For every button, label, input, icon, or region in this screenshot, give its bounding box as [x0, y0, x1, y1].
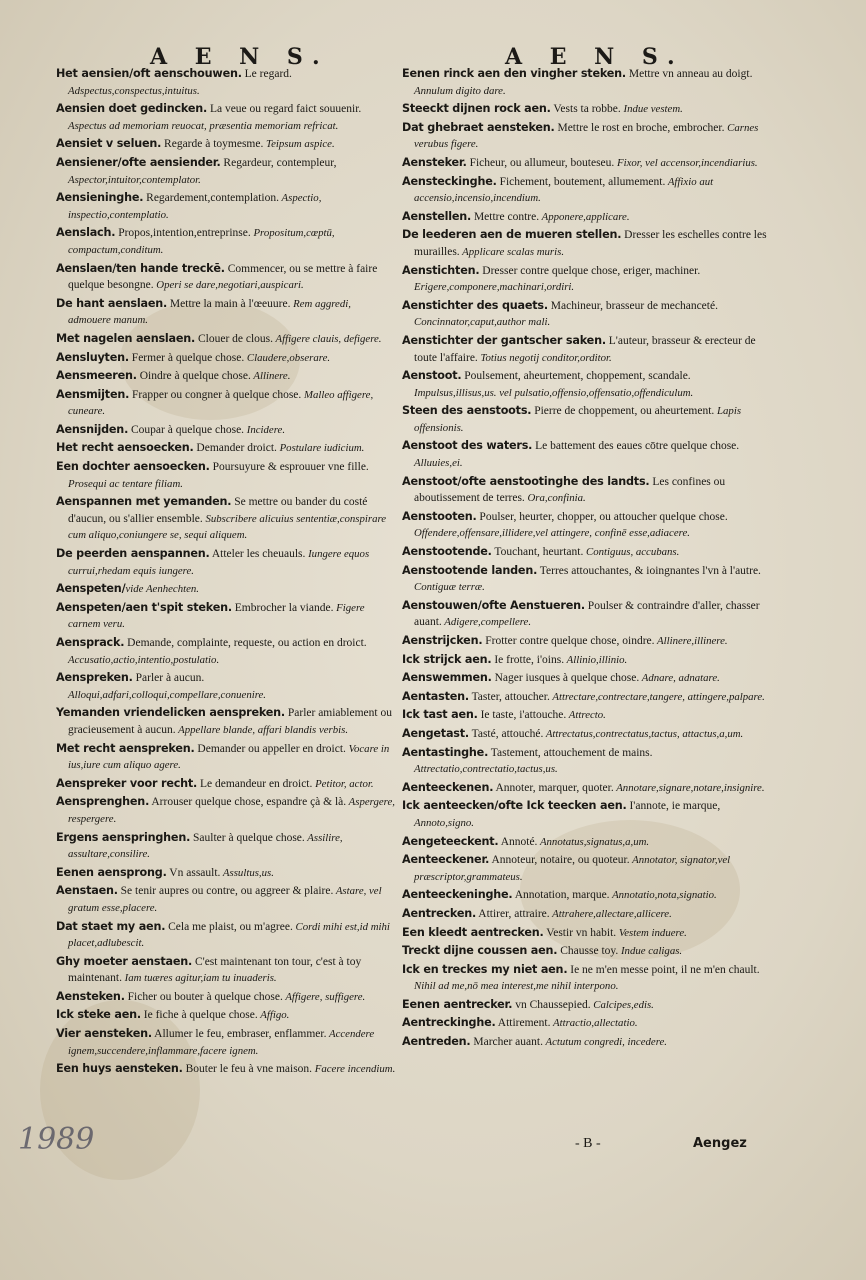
entry-latin-equivalent: Claudere,obserare. [244, 351, 331, 364]
entry-headword: Ick en treckes my niet aen. [402, 962, 568, 976]
dictionary-entry [402, 906, 772, 923]
entry-french-definition: Demander droict. [193, 442, 277, 455]
entry-headword: Aenstoot. [402, 369, 462, 383]
entry-headword: De leederen aen de mueren stellen. [402, 228, 622, 242]
entry-headword: Een kleedt aentrecken. [402, 925, 544, 939]
entry-headword: Ick tast aen. [402, 708, 478, 722]
entry-latin-equivalent: Calcipes,edis. [590, 998, 654, 1011]
entry-french-definition: Taster, attoucher. [468, 690, 550, 703]
entry-latin-equivalent: Appellare blande, affari blandis verbis. [175, 723, 349, 736]
entry-french-definition: Tasté, attouché. [468, 727, 544, 740]
dictionary-entry [402, 474, 772, 507]
entry-headword: De hant aenslaen. [56, 296, 168, 310]
dictionary-entry [402, 834, 772, 851]
entry-headword: Aenstellen. [402, 209, 472, 223]
dictionary-entry [56, 1026, 396, 1059]
entry-headword: Aensnijden. [56, 422, 129, 436]
entry-headword: Dat ghebraet aensteken. [402, 120, 555, 134]
entry-headword: Aenstouwen/ofte Aenstueren. [402, 598, 585, 612]
entry-french-definition: Vests ta robbe. [550, 103, 621, 116]
entry-headword: Een huys aensteken. [56, 1062, 183, 1076]
dictionary-entry [402, 707, 772, 724]
entry-latin-equivalent: Annotatus,signatus,a,um. [537, 835, 650, 848]
dictionary-entry [402, 209, 772, 226]
dictionary-entry [56, 66, 396, 99]
entry-headword: Aenstooten. [402, 509, 477, 523]
entry-french-definition: Dresser contre quelque chose, eriger, machiner. [479, 264, 701, 277]
dictionary-entry [56, 919, 396, 952]
entry-french-definition: Ie taste, i'attouche. [477, 709, 567, 722]
entry-french-definition: vn Chaussepied. [512, 998, 591, 1011]
entry-headword: Aentasten. [402, 689, 469, 703]
entry-french-definition: Fermer à quelque chose. [128, 351, 245, 364]
entry-headword: Aentrecken. [402, 906, 477, 920]
entry-french-definition: Ie fiche à quelque chose. [140, 1009, 258, 1022]
entry-french-definition: Dresser les eschelles contre les murailles. [414, 229, 767, 258]
entry-headword: Aenstoot des waters. [402, 439, 533, 453]
dictionary-entry [56, 865, 396, 882]
entry-headword: Aensieninghe. [56, 191, 144, 205]
entry-latin-equivalent: Vocare in ius,iure cum aliquo agere. [68, 742, 390, 772]
entry-headword: Aenstrijcken. [402, 634, 483, 647]
dictionary-entry [56, 741, 396, 774]
entry-headword: Steen des aenstoots. [402, 404, 532, 418]
entry-headword: Aensprenghen. [56, 795, 150, 809]
dictionary-entry [56, 368, 396, 385]
entry-headword: Aentastinghe. [402, 745, 489, 759]
dictionary-entry [56, 670, 396, 703]
dictionary-entry [402, 943, 772, 960]
entry-latin-equivalent: Accusatio,actio,intentio,postulatio. [68, 653, 220, 666]
dictionary-entry [56, 101, 396, 134]
entry-latin-equivalent: Facere incendium. [312, 1063, 396, 1076]
entry-french-definition: Vestir vn habit. [543, 926, 617, 939]
entry-headword: Aenspeten/ [56, 582, 126, 596]
entry-french-definition: Chausse toy. [557, 945, 619, 958]
dictionary-entry [56, 261, 396, 294]
dictionary-entry [56, 546, 396, 579]
entry-french-definition: Attirement. [495, 1017, 551, 1030]
entry-latin-equivalent: Astare, vel gratum esse,placere. [68, 885, 382, 914]
entry-french-definition: Les confines ou aboutissement de terres. [414, 475, 726, 505]
dictionary-entry [56, 581, 396, 598]
dictionary-entry [56, 830, 396, 863]
entry-french-definition: Machineur, brasseur de mechanceté. [547, 299, 718, 312]
entry-latin-equivalent: Erigere,componere,machinari,ordiri. [414, 281, 575, 294]
dictionary-entry [402, 1034, 772, 1051]
entry-latin-equivalent: Offendere,offensare,illidere,vel attingere, confinē esse,adiacere. [414, 527, 690, 540]
entry-latin-equivalent: Impulsus,illisus,us. vel pulsatio,offensio,offensatio,offendiculum. [414, 386, 694, 399]
entry-headword: Het aensien/oft aenschouwen. [56, 67, 242, 80]
entry-latin-equivalent: Indue caligas. [618, 945, 683, 958]
dictionary-entry [402, 509, 772, 542]
entry-latin-equivalent: Allinere,illinere. [654, 635, 728, 647]
entry-latin-equivalent: Allinere. [250, 370, 291, 383]
entry-french-definition: Frapper ou congner à quelque chose. [129, 388, 302, 401]
entry-french-definition: Tastement, attouchement de mains. [488, 746, 653, 759]
entry-french-definition: Coupar à quelque chose. [128, 423, 245, 436]
entry-headword: De peerden aenspannen. [56, 547, 210, 561]
entry-headword: Met nagelen aenslaen. [56, 331, 196, 345]
entry-headword: Aensprack. [56, 636, 125, 649]
entry-french-definition: Parler amiablement ou gracieusement à aucun. [68, 707, 392, 736]
entry-latin-equivalent: Rem aggredi, admouere manum. [68, 297, 351, 327]
entry-latin-equivalent: Assilire, assultare,consilire. [68, 831, 343, 861]
dictionary-entry [56, 459, 396, 492]
entry-latin-equivalent: Indue vestem. [620, 103, 683, 116]
entry-latin-equivalent: Cordi mihi est,id mihi placet,adlubescit. [68, 920, 390, 950]
entry-french-definition: Marcher auant. [470, 1036, 543, 1049]
entry-latin-equivalent: Attrahere,allectare,allicere. [549, 907, 672, 920]
entry-headword: Aensluyten. [56, 350, 129, 364]
entry-latin-equivalent: Applicare scalas muris. [459, 245, 565, 258]
signature-mark: - B - [575, 1136, 601, 1151]
entry-latin-equivalent: Postulare iudicium. [276, 442, 365, 455]
entry-french-definition: Parler à aucun. [132, 672, 205, 685]
entry-latin-equivalent: Iam tuæres agitur,iam tu inuaderis. [121, 972, 277, 985]
entry-latin-equivalent: Attrectare,contrectare,tangere, attingere,palpare. [549, 690, 765, 703]
entry-headword: Aenstootende. [402, 545, 492, 559]
entry-french-definition: Regardement,contemplation. [143, 192, 280, 205]
entry-latin-equivalent: Attractio,allectatio. [550, 1017, 638, 1030]
entry-french-definition: Bouter le feu à vne maison. [182, 1063, 313, 1076]
entry-latin-equivalent: Attrecto. [566, 709, 606, 722]
dictionary-entry [402, 544, 772, 561]
entry-headword: Aentreden. [402, 1035, 471, 1049]
entry-headword: Eenen aentrecker. [402, 997, 513, 1011]
entry-french-definition: La veue ou regard faict souuenir. [207, 103, 362, 116]
entry-latin-equivalent: Annotare,signare,notare,insignire. [613, 781, 765, 794]
entry-french-definition: Demande, complainte, requeste, ou action en droict. [124, 637, 367, 649]
dictionary-entry [402, 962, 772, 995]
dictionary-entry [402, 66, 772, 99]
dictionary-entry [402, 798, 772, 831]
entry-french-definition: Regarde à toymesme. [161, 138, 264, 151]
entry-latin-equivalent: Nihil ad me,nō mea interest,me nihil interpono. [414, 980, 619, 993]
dictionary-entry [402, 997, 772, 1014]
entry-latin-equivalent: Aspectio, inspectio,contemplatio. [68, 192, 322, 221]
entry-french-definition: Se mettre ou bander du costé d'aucun, ou s'allier ensemble. [68, 496, 368, 525]
entry-french-definition: Allumer le feu, embraser, enflammer. [151, 1028, 327, 1041]
dictionary-entry [402, 120, 772, 153]
dictionary-entry [402, 652, 772, 669]
dictionary-entry [56, 600, 396, 633]
dictionary-entry [56, 387, 396, 420]
dictionary-entry [402, 852, 772, 885]
entry-headword: Aenstichter der gantscher saken. [402, 333, 606, 347]
entry-latin-equivalent: Adigere,compellere. [441, 616, 532, 629]
entry-latin-equivalent: Contiguus, accubans. [583, 546, 680, 559]
dictionary-entry [56, 1007, 396, 1024]
entry-french-definition: Mettre le rost en broche, embrocher. [554, 121, 725, 134]
dictionary-entry [56, 296, 396, 329]
entry-french-definition: Annotation, marque. [512, 889, 610, 902]
running-head-right: A E N S. [505, 44, 685, 70]
entry-french-definition: I'annote, ie marque, [626, 800, 721, 813]
entry-headword: Ergens aenspringhen. [56, 830, 191, 844]
entry-french-definition: C'est maintenant ton tour, c'est à toy maintenant. [68, 955, 362, 985]
entry-french-definition: Atteler les cheuauls. [209, 548, 306, 561]
entry-headword: Vier aensteken. [56, 1027, 152, 1041]
entry-headword: Aengetast. [402, 726, 469, 740]
entry-headword: Dat staet my aen. [56, 919, 166, 933]
entry-french-definition: Commencer, ou se mettre à faire quelque besongne. [68, 262, 378, 292]
dictionary-entry [56, 190, 396, 223]
entry-latin-equivalent: Aspergere, respergere. [68, 796, 395, 825]
entry-french-definition: Pierre de choppement, ou aheurtement. [531, 405, 715, 418]
dictionary-entry [402, 263, 772, 296]
dictionary-entry [402, 101, 772, 118]
catchword: Aengez [693, 1136, 747, 1151]
entry-latin-equivalent: Attrectatio,contrectatio,tactus,us. [414, 763, 558, 776]
entry-headword: Ick steke aen. [56, 1008, 141, 1022]
entry-latin-equivalent: Adspectus,conspectus,intuitus. [68, 84, 200, 97]
entry-headword: Aensteker. [402, 155, 467, 169]
dictionary-entry [402, 780, 772, 797]
entry-latin-equivalent: Alluuies,ei. [414, 457, 463, 470]
entry-latin-equivalent: Allinio,illinio. [564, 653, 628, 666]
entry-latin-equivalent: Ora,confinia. [524, 492, 586, 505]
entry-latin-equivalent: vide Aenhechten. [125, 583, 199, 596]
entry-headword: Aensiet v seluen. [56, 137, 162, 151]
dictionary-entry [56, 989, 396, 1006]
entry-headword: Aenteeckenen. [402, 780, 494, 794]
entry-latin-equivalent: Annulum digito dare. [414, 84, 506, 97]
dictionary-entry [402, 227, 772, 260]
entry-latin-equivalent: Carnes verubus figere. [414, 121, 759, 151]
entry-latin-equivalent: Annotatio,nota,signatio. [609, 889, 717, 902]
entry-headword: Aensmeeren. [56, 369, 137, 383]
entry-headword: Yemanden vriendelicken aenspreken. [56, 706, 285, 720]
entry-headword: Steeckt dijnen rock aen. [402, 102, 551, 116]
dictionary-entry [402, 438, 772, 471]
dictionary-entry [402, 670, 772, 687]
dictionary-entry [402, 745, 772, 778]
entry-headword: Eenen rinck aen den vingher steken. [402, 67, 626, 80]
entry-french-definition: Nager iusques à quelque chose. [491, 672, 640, 685]
entry-french-definition: L'auteur, brasseur & erecteur de toute l'affaire. [414, 334, 756, 364]
dictionary-entry [56, 422, 396, 439]
entry-french-definition: Le demandeur en droict. [197, 777, 313, 790]
entry-latin-equivalent: Malleo affigere, cuneare. [68, 388, 374, 418]
entry-french-definition: Attirer, attraire. [476, 907, 550, 920]
entry-french-definition: Demander ou appeller en droict. [194, 742, 346, 755]
entry-french-definition: Terres attouchantes, & ioingnantes l'vn à l'autre. [537, 564, 761, 577]
entry-latin-equivalent: Vestem induere. [616, 926, 687, 939]
dictionary-entry [402, 174, 772, 207]
left-column [56, 66, 396, 1080]
entry-headword: Aenstaen. [56, 884, 118, 898]
entry-headword: Aenteeckener. [402, 853, 490, 867]
entry-latin-equivalent: Lapis offensionis. [414, 405, 742, 434]
entry-latin-equivalent: Petitor, actor. [312, 777, 374, 790]
dictionary-entry [402, 298, 772, 331]
dictionary-entry [56, 440, 396, 457]
entry-latin-equivalent: Prosequi ac tentare filiam. [68, 477, 183, 490]
dictionary-entry [56, 350, 396, 367]
entry-headword: Het recht aensoecken. [56, 441, 194, 455]
dictionary-entry [56, 494, 396, 544]
entry-french-definition: Mettre la main à l'œeuure. [167, 297, 291, 310]
dictionary-entry [56, 883, 396, 916]
dictionary-entry [402, 155, 772, 172]
entry-latin-equivalent: Concinnator,caput,author mali. [414, 316, 551, 329]
entry-latin-equivalent: Fixor, vel accensor,incendiarius. [614, 156, 758, 169]
entry-headword: Met recht aenspreken. [56, 741, 195, 755]
entry-headword: Aenslach. [56, 226, 116, 240]
entry-latin-equivalent: Annotator, signator,vel præscriptor,grammateus. [414, 854, 731, 883]
handwritten-note: 1989 [18, 1122, 95, 1157]
entry-latin-equivalent: Assultus,us. [220, 866, 274, 879]
entry-french-definition: Frotter contre quelque chose, oindre. [482, 635, 655, 647]
entry-headword: Aensmijten. [56, 387, 130, 401]
entry-latin-equivalent: Propositum,cœptū, compactum,conditum. [68, 227, 335, 256]
entry-latin-equivalent: Accendere ignem,succendere,inflammare,facere ignem. [68, 1028, 375, 1057]
entry-french-definition: Poulser & contraindre d'aller, chasser auant. [414, 599, 760, 629]
entry-headword: Aenspannen met yemanden. [56, 495, 232, 509]
dictionary-entry [56, 331, 396, 348]
entry-french-definition: Regardeur, contempleur, [220, 156, 337, 169]
entry-french-definition: Vn assault. [166, 866, 221, 879]
entry-french-definition: Embrocher la viande. [231, 601, 334, 614]
entry-headword: Aensteken. [56, 989, 125, 1003]
entry-headword: Treckt dijne coussen aen. [402, 944, 558, 958]
entry-headword: Eenen aensprong. [56, 865, 167, 879]
entry-headword: Aenspreken. [56, 671, 133, 685]
entry-latin-equivalent: Aspectus ad memoriam reuocat, præsentia memoriam refricat. [68, 119, 339, 132]
right-column [402, 66, 772, 1053]
entry-french-definition: Le battement des eaues cōtre quelque chose. [532, 440, 740, 453]
entry-headword: Ghy moeter aenstaen. [56, 954, 193, 968]
entry-latin-equivalent: Teipsum aspice. [263, 138, 335, 151]
entry-headword: Aenspreker voor recht. [56, 776, 198, 790]
entry-headword: Aenswemmen. [402, 671, 492, 685]
dictionary-entry [56, 954, 396, 987]
dictionary-entry [402, 333, 772, 366]
entry-latin-equivalent: Figere carnem veru. [68, 601, 365, 631]
dictionary-entry [402, 368, 772, 401]
entry-headword: Aensien doet gedincken. [56, 102, 208, 116]
entry-french-definition: Poulsement, aheurtement, choppement, scandale. [461, 370, 691, 383]
entry-french-definition: Ie frotte, i'oins. [491, 653, 565, 666]
entry-latin-equivalent: Attrectatus,contrectatus,tactus, attactus,a,um. [543, 727, 744, 740]
entry-french-definition: Cela me plaist, ou m'agree. [165, 920, 293, 933]
entry-latin-equivalent: Affigere clauis, defigere. [273, 332, 382, 345]
entry-latin-equivalent: Alloqui,adfari,colloqui,compellare,conuenire. [68, 688, 267, 701]
entry-latin-equivalent: Aspector,intuitor,contemplator. [68, 173, 201, 186]
running-head-left: A E N S. [150, 44, 330, 70]
entry-latin-equivalent: Annoto,signo. [414, 816, 474, 829]
entry-latin-equivalent: Contiguæ terræ. [414, 581, 485, 594]
entry-headword: Aensteckinghe. [402, 174, 497, 188]
entry-headword: Aenstootende landen. [402, 563, 538, 577]
entry-headword: Aenteeckeninghe. [402, 888, 513, 902]
entry-french-definition: Ie ne m'en messe point, il ne m'en chault. [567, 963, 760, 976]
entry-french-definition: Mettre vn anneau au doigt. [625, 68, 753, 80]
entry-headword: Aenspeten/aen t'spit steken. [56, 600, 232, 614]
entry-french-definition: Saulter à quelque chose. [190, 831, 305, 844]
entry-french-definition: Mettre contre. [471, 210, 540, 223]
entry-french-definition: Clouer de clous. [195, 332, 274, 345]
dictionary-entry [402, 925, 772, 942]
entry-latin-equivalent: Iungere equos currui,rhedam equis iungere. [68, 548, 370, 577]
entry-latin-equivalent: Totius negotij conditor,orditor. [477, 351, 612, 364]
entry-french-definition: Annoter, marquer, quoter. [493, 781, 614, 794]
entry-french-definition: Se tenir aupres ou contre, ou aggreer & plaire. [117, 885, 334, 898]
entry-french-definition: Arrouser quelque chose, espandre çà & là. [149, 796, 347, 809]
dictionary-entry [56, 635, 396, 668]
dictionary-entry [402, 689, 772, 706]
dictionary-entry [56, 136, 396, 153]
dictionary-entry [402, 726, 772, 743]
dictionary-entry [402, 633, 772, 650]
entry-headword: Aenstichten. [402, 263, 480, 277]
entry-headword: Aenslaen/ten hande treckē. [56, 261, 225, 275]
entry-latin-equivalent: Actutum congredi, incedere. [542, 1036, 667, 1049]
entry-headword: Aenstichter des quaets. [402, 298, 548, 312]
entry-french-definition: Propos,intention,entreprinse. [115, 227, 251, 240]
entry-headword: Aensiener/ofte aensiender. [56, 155, 221, 169]
entry-headword: Ick aenteecken/ofte Ick teecken aen. [402, 799, 627, 813]
entry-latin-equivalent: Adnare, adnatare. [639, 672, 720, 685]
entry-french-definition: Ficheur, ou allumeur, bouteseu. [466, 156, 615, 169]
dictionary-entry [402, 563, 772, 596]
dictionary-entry [56, 794, 396, 827]
entry-latin-equivalent: Subscribere alicuius sententiæ,conspirare cum aliquo,coniungere se, sequi aliquem. [68, 512, 387, 542]
dictionary-entry [56, 776, 396, 793]
entry-french-definition: Fichement, boutement, allumement. [496, 175, 666, 188]
entry-french-definition: Annoté. [498, 835, 538, 848]
dictionary-entry [56, 1061, 396, 1078]
entry-headword: Een dochter aensoecken. [56, 460, 210, 474]
dictionary-entry [56, 225, 396, 258]
dictionary-entry [402, 598, 772, 631]
entry-headword: Aentreckinghe. [402, 1016, 496, 1030]
dictionary-entry [402, 1015, 772, 1032]
entry-french-definition: Poulser, heurter, chopper, ou attoucher quelque chose. [476, 510, 728, 523]
entry-french-definition: Poursuyure & esprouuer vne fille. [209, 461, 369, 474]
entry-latin-equivalent: Affigere, suffigere. [282, 990, 366, 1003]
entry-french-definition: Ficher ou bouter à quelque chose. [124, 990, 283, 1003]
entry-french-definition: Oindre à quelque chose. [136, 370, 251, 383]
entry-french-definition: Annoteur, notaire, ou quoteur. [489, 854, 630, 867]
dictionary-entry [402, 887, 772, 904]
dictionary-entry [56, 705, 396, 738]
entry-latin-equivalent: Operi se dare,negotiari,auspicari. [153, 279, 304, 292]
entry-french-definition: Le regard. [241, 68, 292, 80]
entry-latin-equivalent: Affigo. [257, 1009, 290, 1022]
entry-latin-equivalent: Affixio aut accensio,incensio,incendium. [414, 175, 714, 205]
dictionary-entry [402, 403, 772, 436]
entry-latin-equivalent: Incidere. [244, 423, 286, 436]
entry-latin-equivalent: Apponere,applicare. [539, 210, 630, 223]
entry-headword: Aenstoot/ofte aenstootinghe des landts. [402, 474, 650, 488]
dictionary-entry [56, 155, 396, 188]
entry-headword: Aengeteeckent. [402, 834, 499, 848]
entry-french-definition: Touchant, heurtant. [491, 546, 584, 559]
entry-headword: Ick strijck aen. [402, 652, 492, 666]
